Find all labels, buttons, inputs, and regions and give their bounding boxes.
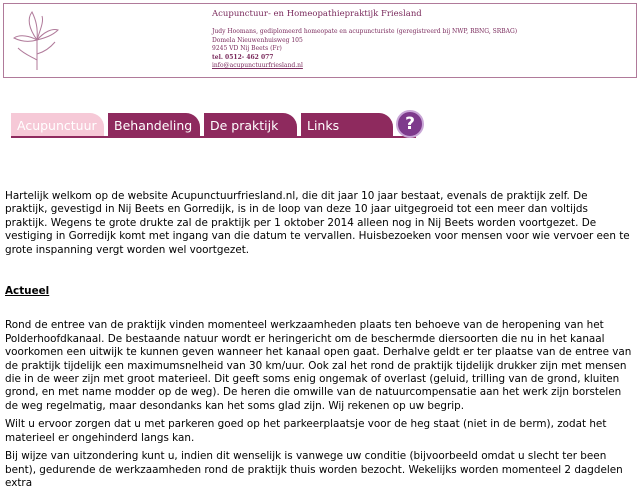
tab-de-praktijk[interactable]: De praktijk <box>204 113 297 137</box>
email-link[interactable]: info@acupunctuurfriesland.nl <box>212 62 303 69</box>
paragraph-parkeren: Wilt u ervoor zorgen dat u met parkeren goed op het parkeerplaatsje voor de heg staat (niet in de berm), zodat het materieel er ongehinderd langs kan. <box>5 418 607 444</box>
tab-acupunctuur[interactable]: Acupunctuur <box>11 113 104 137</box>
iris-flower-logo-icon <box>8 8 66 72</box>
tab-links[interactable]: Links <box>301 113 393 137</box>
nav-underline <box>11 136 416 138</box>
main-content <box>5 190 633 490</box>
phone-number: tel. 0512- 462 077 <box>212 53 274 61</box>
practitioner-line: Judy Hoomans, gediplomeerd homeopate en acupuncturiste (geregistreerd bij NWP, RBNG, SRBAG) <box>212 28 518 35</box>
intro-paragraph: Hartelijk welkom op de website Acupunctuurfriesland.nl, die dit jaar 10 jaar bestaat, evenals de praktijk zelf. De praktijk, gevestigd in Nij Beets en Gorredijk, is in de loop van deze 10 jaar uitgegroeid tot een meer dan voltijds praktijk. Wegens te grote drukte zal de praktijk per 1 oktober 2014 alleen nog in Nij Beets worden voortgezet. De vestiging in Gorredijk komt met ingang van die datum te vervallen. Huisbezoeken voor mensen voor wie vervoer een te grote inspanning vergt worden wel voortgezet. <box>5 190 630 256</box>
paragraph-huisbezoek: Bij wijze van uitzondering kunt u, indien dit wenselijk is vanwege uw conditie (bijvoorbeeld omdat u slecht ter been bent), gedurende de werkzaamheden rond de praktijk thuis worden bezocht. Wekelijks worden momenteel 2 dagdelen extra <box>5 450 623 489</box>
address-city: 9245 VD Nij Beets (Fr) <box>212 45 282 52</box>
paragraph-werkzaamheden: Rond de entree van de praktijk vinden momenteel werkzaamheden plaats ten behoeve van de heropening van het Polderhoofdkanaal. De bestaande natuur wordt er heringericht om de beschermde diersoorten die nu in het kanaal voorkomen een uitwijk te kunnen geven wanneer het kanaal open gaat. Derhalve geldt er ter plaatse van de entree van de praktijk tijdelijk een maximumsnelheid van 30 km/uur. Ook zal het rond de praktijk tijdelijk drukker zijn met mensen die in de weer zijn met groot materieel. Dit geeft soms enig ongemak of overlast (geluid, trilling van de grond, kluiten grond, en met name modder op de weg). De heren die omwille van de natuurcompensatie aan het werk zijn borstelen de weg regelmatig, maar desondanks kan het soms glad zijn. Wij rekenen op uw begrip. <box>5 319 632 412</box>
tab-behandeling[interactable]: Behandeling <box>108 113 200 137</box>
section-heading-actueel: Actueel <box>5 285 50 298</box>
address-street: Domela Nieuwenhuisweg 105 <box>212 36 303 44</box>
help-icon[interactable]: ? <box>396 110 424 138</box>
header-title: Acupunctuur- en Homeopathiepraktijk Friesland <box>212 9 422 19</box>
site-header <box>3 3 637 78</box>
